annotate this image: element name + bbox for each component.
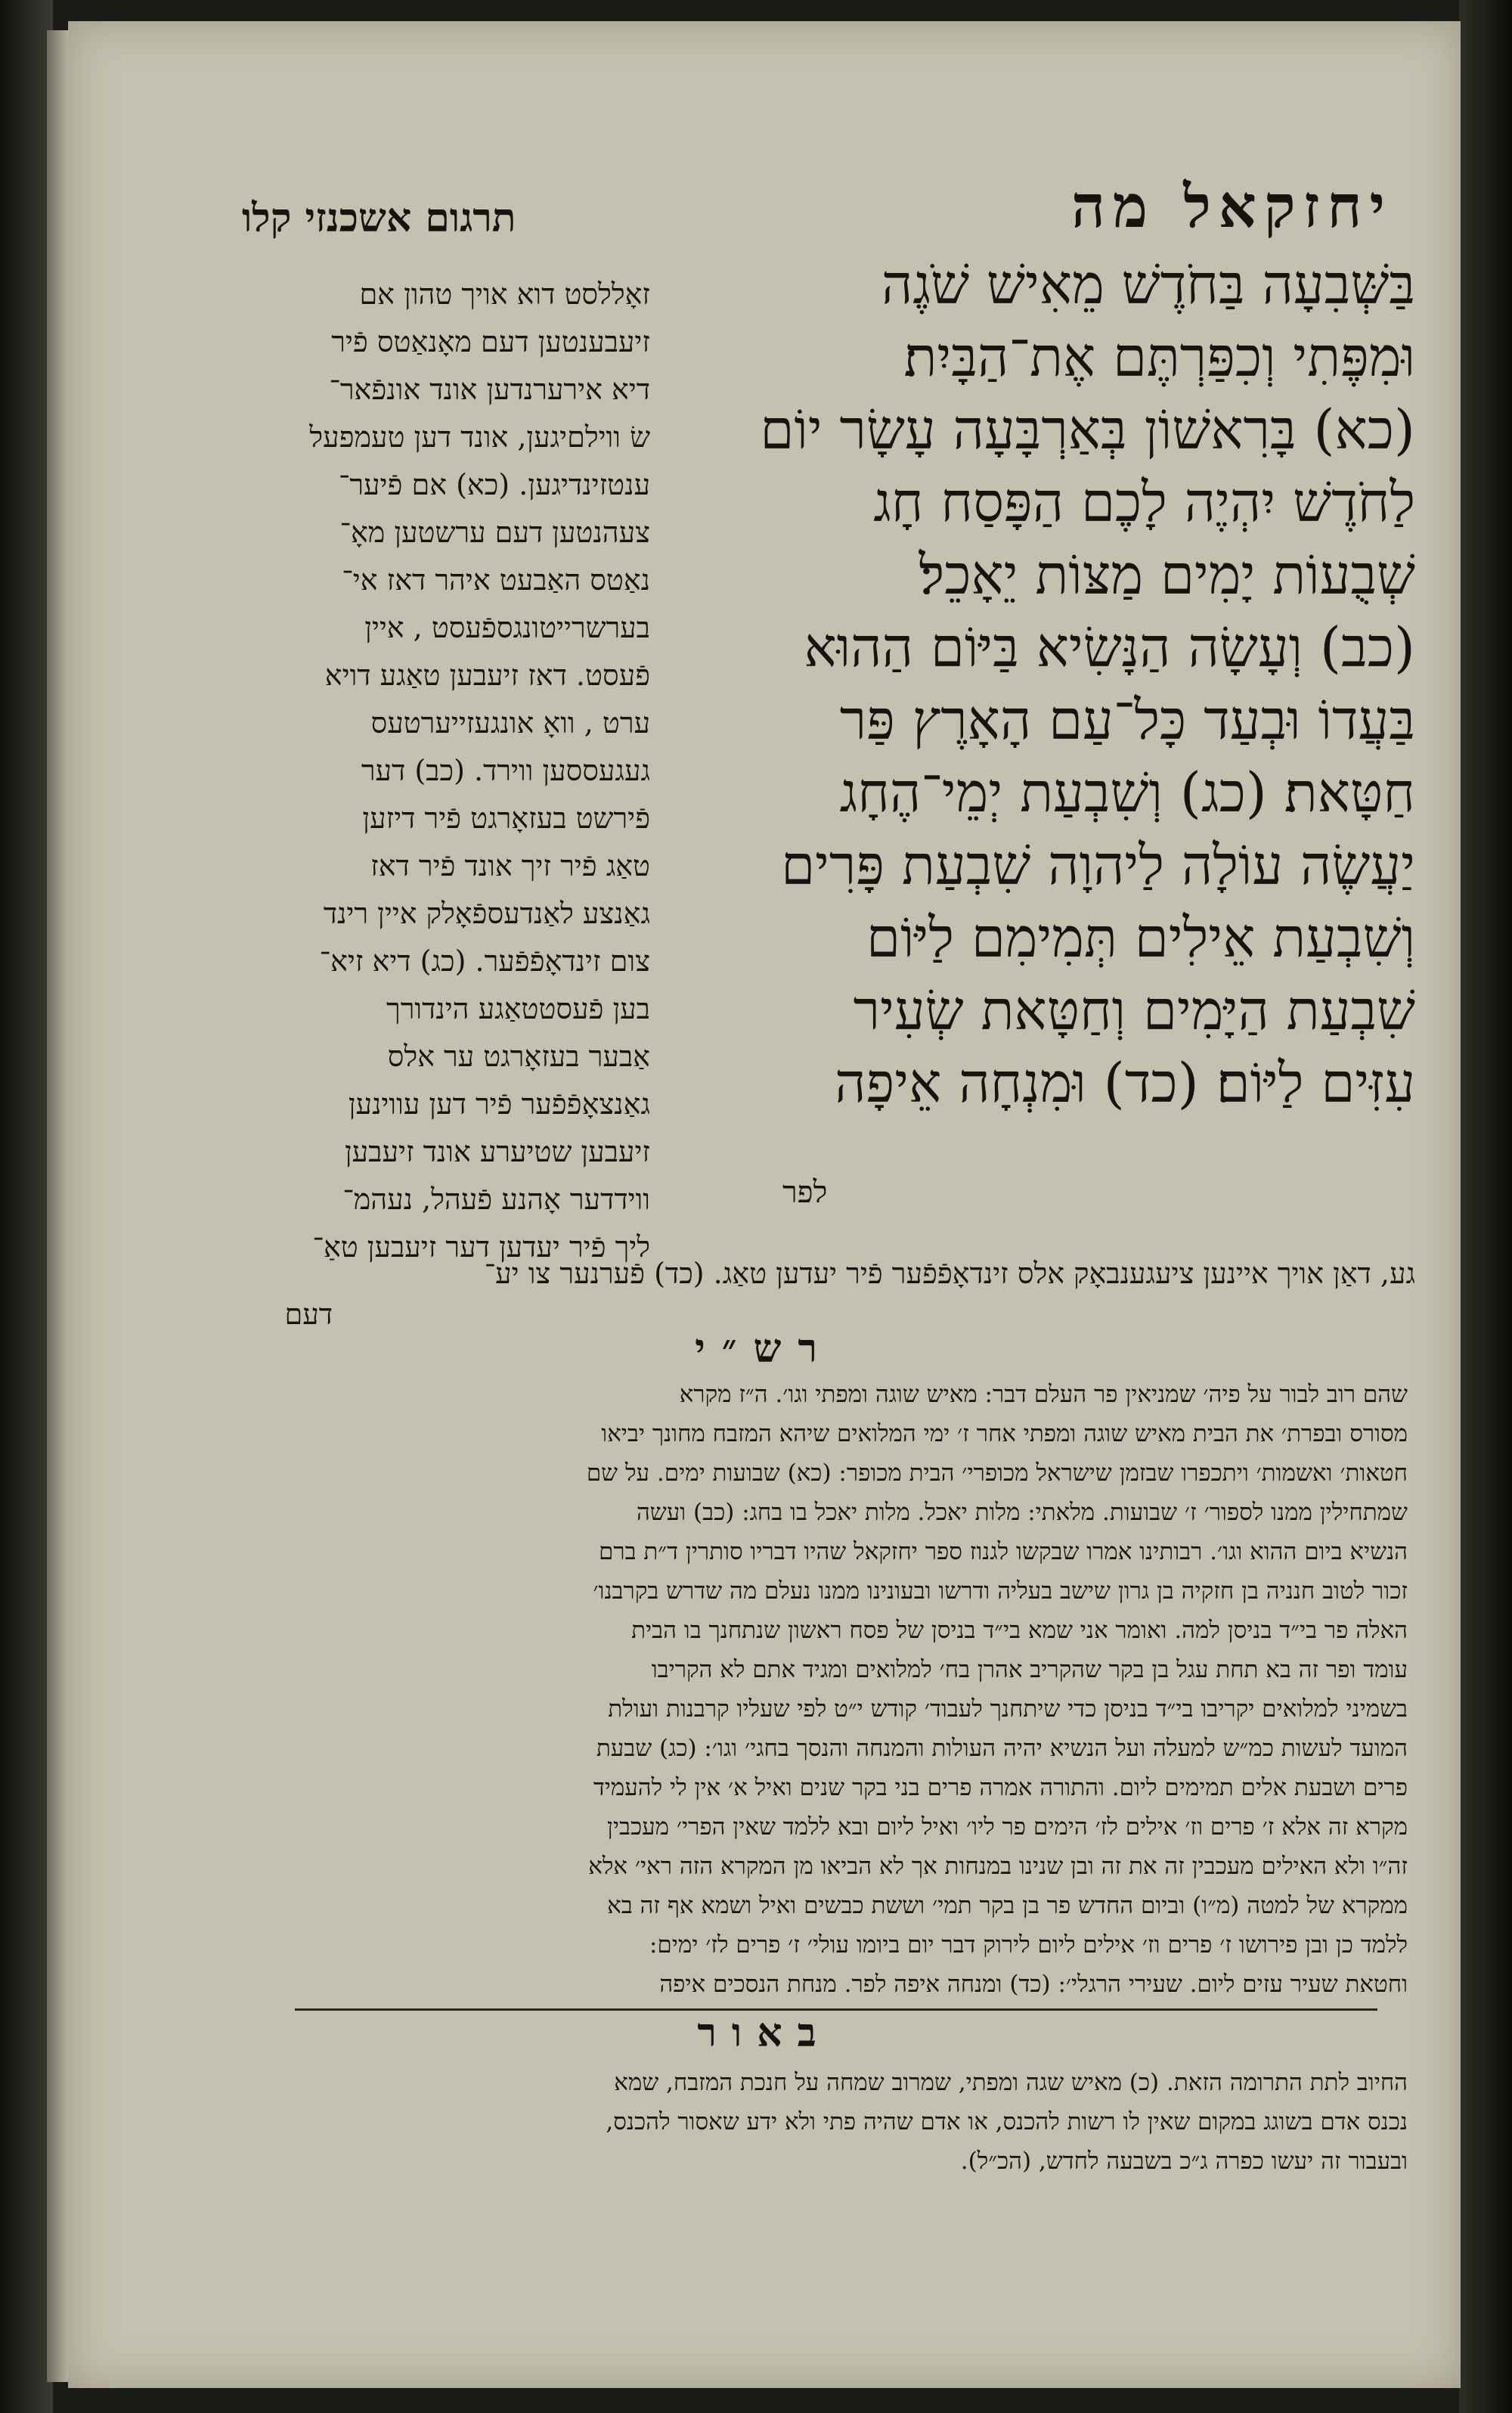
rashi-line: בשמיני למלואים יקריבו בי״ד בניסן כדי שיתחנך לעבוד׳ קודש י״ט לפי שעליו קרבנות ועולת [608,1695,1408,1723]
bible-line: שִׁבְעַת הַיָּמִים וְחַטָּאת שְׂעִיר [853,979,1415,1042]
rashi-line: פרים ושבעת אלים תמימים ליום. והתורה אמרה פרים בני בקר שנים ואיל א׳ אין לי להעמיד [593,1774,1408,1801]
biur-line: נכנס אדם בשוגג במקום שאין לו רשות להכנס, או אדם שהיה פתי ולא ידע שאסור להכנס, [606,2108,1408,2135]
book-binding-left [0,0,53,2413]
rashi-line: חטאות׳ ואשמות׳ ויתכפרו שבזמן שישראל מכופרי׳ הבית מכופר: (כא) שבועות ימים. על שם [586,1459,1408,1487]
rashi-line: עומד ופר זה בא תחת עגל בן בקר שהקריב אהרן בח׳ למלואים ומגיד אתם לא הקריבו [651,1656,1408,1683]
bible-line: וְשִׁבְעַת אֵילִים תְּמִימִם לַיּוֹם [866,906,1415,969]
biur-title: באור [697,2010,832,2056]
targum-line: פֿעסט. דאז זיעבען טאַגע דויא [324,659,650,692]
biur-line: ובעבור זה יעשו כפרה ג״כ בשבעה לחדש, (הכ״ל). [960,2148,1408,2175]
targum-line: ליך פֿיר יעדען דער זיעבען טאַ־ [312,1230,650,1264]
bible-line: בַּשְּׁבִעָה בַּחֹדֶשׁ מֵאִישׁ שֹׁגֶה [881,253,1415,316]
targum-line: נאַטס האַבעט איהר דאז אי־ [342,563,650,597]
targum-line: ערט , וואָ אונגעזייערטעס [370,706,650,740]
rashi-line: זכור לטוב חנניה בן חזקיה בן גרון שישב בעליה ודרשו ובעונינו ממנו נעלם מה שדרש בקרבנו׳ [593,1577,1408,1605]
rashi-title: רש״י [695,1326,834,1372]
bible-line: חַטָּאת׃ (כג) וְשִׁבְעַת יְמֵי־הֶחָג [839,761,1415,824]
bible-line: (כב) וְעָשָׂה הַנָּשִׂיא בַּיּוֹם הַהוּא [804,616,1415,679]
rashi-line: שהם רוב לבור על פיה׳ שמניאין פר העלם דבר: מאיש שוגה ומפתי וגו׳. ה״ז מקרא [679,1381,1408,1408]
rashi-line: המועד לעשות כמ״ש למעלה ועל הנשיא יהיה העולות והמנחה והנסך בחגי׳ וגו׳: (כג) שבעת [596,1735,1408,1762]
targum-line: טאַג פֿיר זיך אונד פֿיר דאז [370,849,650,882]
bible-line: שְׁבֻעוֹת יָמִים מַצּוֹת יֵאָכֵל׃ [919,543,1415,606]
rashi-commentary [287,1375,1408,2004]
book-page [68,21,1461,2388]
rashi-line: ממקרא של למטה (מ״ו) וביום החדש פר בן בקר תמי׳ וששת כבשים ואיל ושמא אף זה בא [607,1892,1408,1919]
targum-line: זיעבענטען דעם מאָנאַטס פֿיר [331,325,650,358]
biur-line: החיוב לתת התרומה הזאת. (כ) מאיש שגה ומפתי, שמרוב שמחה על חנכת המזבח, שמא [614,2069,1408,2096]
targum-line: בען פֿעסטטאַגע הינדורך [386,992,650,1025]
targum-line: פֿירשט בעזאָרגט פֿיר דיזען [362,802,650,835]
bible-line: לַחֹדֶשׁ יִהְיֶה לָכֶם הַפָּסַח חָג [873,470,1415,534]
running-title: יחזקאל מה [1071,172,1393,241]
targum-line: דיא אירערנדען אונד אונפֿאר־ [329,373,650,406]
rashi-line: זה״ו ולא האילים מעכבין זה את זה ובן שנינו במנחות אך לא הביאו מן המקרא הזה ראי׳ אלא [588,1853,1408,1880]
rashi-line: הנשיא ביום ההוא וגו׳. רבותינו אמרו שבקשו לגנוז ספר יחזקאל שהיו דבריו סותרין ד״ת ברם [599,1538,1408,1565]
targum-catchword: דעם [284,1298,333,1331]
rashi-line: שמתחילין ממנו לספור׳ ז׳ שבועות. מלאתי: מלות יאכל. מלות יאכל בו בחג: (כב) ועשה [636,1499,1408,1526]
targum-title: תרגום אשכנזי קלו [242,195,516,241]
targum-line: צום זינדאָפֿפֿער. (כג) דיא זיא־ [319,944,650,978]
targum-column [242,271,650,1271]
targum-line: גאַנצאָפֿפֿער פֿיר דען עווינען [348,1087,650,1121]
targum-wide-line: גע, דאַן אויך איינען ציעגענבאָק אלס זינדאָפֿפֿער פֿיר יעדען טאַג. (כד) פֿערנער צו יע־ [484,1257,1415,1290]
bible-text-column [659,248,1415,1119]
bible-catchword: לפר [782,1175,828,1210]
biur-commentary [287,2063,1408,2181]
targum-line: ווידדער אָהנע פֿעהל, נעהמ־ [342,1183,650,1216]
targum-line: זאָללסט דוא אויך טהון אם [359,278,650,311]
book-binding-right [1459,0,1512,2413]
targum-line: שׂ ווילםיגען, אונד דען טעמפעל [309,420,650,454]
bible-line: וּמִפֶּתִי וְכִפַּרְתֶּם אֶת־הַבָּיִת׃ [903,325,1415,389]
bible-line: יַעֲשֶׂה עוֹלָה לַיהוָה שִׁבְעַת פָּרִים [781,833,1415,897]
bible-line: עִזִּים לַיּוֹם׃ (כד) וּמִנְחָה אֵיפָה [835,1051,1415,1115]
targum-line: געגעססען ווירד. (כב) דער [361,754,650,787]
bible-line: (כא) בָּרִאשׁוֹן בְּאַרְבָּעָה עָשָׂר יוֹם [760,398,1415,461]
targum-line: בערשרייטונגספֿעסט , איין [364,611,650,644]
rashi-line: האלה פר בי״ד בניסן למה. ואומר אני שמא בי״ד בניסן של פסח ראשון שנתחנך בו הבית [631,1617,1408,1644]
targum-line: גאַנצע לאַנדעספֿאָלק איין רינד [323,897,650,930]
rashi-line: ללמד כן ובן פירושו ז׳ פרים וז׳ אילים ליום לירוק דבר יום ביומו עולי׳ ז׳ פרים לז׳ ימים: [649,1931,1408,1959]
rashi-line: מסורס ובפרת׳ את הבית מאיש שוגה ומפתי אחר ז׳ ימי המלואים שיהא המזבח מחונך יביאו [601,1420,1408,1447]
rashi-line: וחטאת שעיר עזים ליום. שעירי הרגלי׳: (כד) ומנחה איפה לפר. מנחת הנסכים איפה [659,1971,1408,1998]
targum-line: צעהנטען דעם ערשטען מאָ־ [339,516,650,549]
targum-line: ענטזינדיגען. (כא) אם פֿיער־ [338,468,650,501]
page-header [242,172,1415,256]
targum-line: זיעבען שטיערע אונד זיעבען [344,1135,650,1168]
rashi-line: מקרא זה אלא ז׳ פרים וז׳ אילים לז׳ הימים פר ליו׳ ואיל ליום ובא ללמד שאין הפרי׳ מעכבין [606,1813,1408,1841]
bible-line: בַּעֲדוֹ וּבְעַד כָּל־עַם הָאָרֶץ פַּר [839,688,1415,752]
targum-line: אַבער בעזאָרגט ער אלס [387,1040,650,1073]
